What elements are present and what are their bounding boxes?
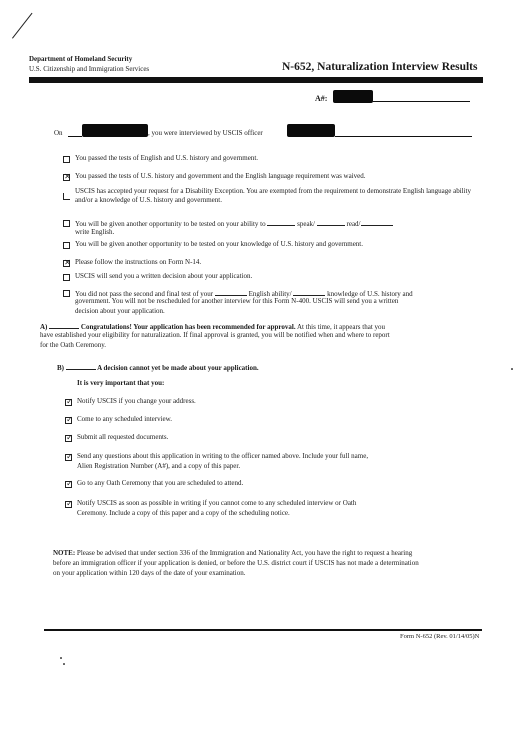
task-text: Send any questions about this application in writing to the officer named above. Include your full name, xyxy=(77,452,369,460)
task-text: Notify USCIS if you change your address. xyxy=(77,397,196,405)
section-a-heading: Congratulations! Your application has been recommended for approval. xyxy=(80,323,296,331)
item-text: USCIS will send you a written decision about your application. xyxy=(75,272,253,280)
section-b-heading: A decision cannot yet be made about your application. xyxy=(97,364,259,372)
scan-stroke xyxy=(12,13,32,39)
check-icon: ✓ xyxy=(66,452,73,461)
form-number: Form N-652 (Rev. 01/14/05)N xyxy=(400,633,480,640)
note-text: Please be advised that under section 336 of the Immigration and Nationality Act, you have the right to request a hearing xyxy=(76,549,413,557)
task-text: Alien Registration Number (A#), and a copy of this paper. xyxy=(77,462,241,470)
item-text: Please follow the instructions on Form N-14. xyxy=(75,258,202,266)
item-text: decision about your application. xyxy=(75,307,165,315)
item-text: You will be given another opportunity to be tested on your knowledge of U.S. history and government. xyxy=(75,240,363,248)
read-blank[interactable] xyxy=(317,218,345,226)
x-mark-icon: ✕ xyxy=(64,172,71,181)
section-b-blank[interactable] xyxy=(66,362,96,370)
scan-speck xyxy=(60,657,62,659)
redacted-date xyxy=(82,124,148,137)
task-checkbox[interactable] xyxy=(65,501,72,508)
speak-blank[interactable] xyxy=(267,218,295,226)
note xyxy=(53,549,493,558)
check-icon: ✓ xyxy=(66,433,73,442)
officer-line xyxy=(335,136,472,137)
write-blank[interactable] xyxy=(361,218,393,226)
note-text: on your application within 120 days of the date of your examination. xyxy=(53,569,246,577)
item-checkbox[interactable] xyxy=(63,174,70,181)
section-a-blank[interactable] xyxy=(49,321,79,329)
section-b-letter: B) xyxy=(57,364,64,372)
redacted-anumber xyxy=(333,90,373,103)
scan-speck xyxy=(511,368,513,370)
section-a-letter: A) xyxy=(40,323,48,331)
redacted-officer xyxy=(287,124,335,137)
task-checkbox[interactable] xyxy=(65,435,72,442)
item-checkbox[interactable] xyxy=(63,193,70,200)
form-title: N-652, Naturalization Interview Results xyxy=(282,61,478,73)
check-icon: ✓ xyxy=(66,499,73,508)
task-text: Come to any scheduled interview. xyxy=(77,415,172,423)
speak-label: speak/ xyxy=(297,220,315,228)
read-label: read/ xyxy=(346,220,361,228)
write-english-text: write English. xyxy=(75,228,115,236)
section-a-text: for the Oath Ceremony. xyxy=(40,341,107,349)
anumber-line xyxy=(373,101,470,102)
english-blank[interactable] xyxy=(215,288,247,296)
section-b xyxy=(57,362,259,373)
check-icon: ✓ xyxy=(66,479,73,488)
footer-rule xyxy=(44,629,482,631)
date-line xyxy=(68,136,82,137)
section-a-text: have established your eligibility for naturalization. If final approval is granted, you will be notified when and where to report xyxy=(40,331,390,339)
item-text: You will be given another opportunity to be tested on your ability to xyxy=(75,220,266,228)
item-checkbox[interactable] xyxy=(63,260,70,267)
item-checkbox[interactable] xyxy=(63,290,70,297)
note-text: before an immigration officer if your application is denied, or before the U.S. district court if USCIS has not made a determination xyxy=(53,559,419,567)
check-icon: ✓ xyxy=(66,415,73,424)
header-rule xyxy=(29,77,483,83)
task-checkbox[interactable] xyxy=(65,417,72,424)
item-checkbox[interactable] xyxy=(63,274,70,281)
intro-on: On xyxy=(54,129,63,137)
item-text: English ability/ xyxy=(248,290,292,298)
item-text: You passed the tests of U.S. history and government and the English language requirement was waived. xyxy=(75,172,366,180)
section-a-text: At this time, it appears that you xyxy=(296,323,386,331)
check-icon: ✓ xyxy=(66,397,73,406)
item-text: You passed the tests of English and U.S. history and government. xyxy=(75,154,259,162)
item-text: knowledge of U.S. history and xyxy=(327,290,413,298)
note-label: NOTE: xyxy=(53,549,76,557)
task-text: Notify USCIS as soon as possible in writing if you cannot come to any scheduled interview or Oath xyxy=(77,499,357,507)
knowledge-blank[interactable] xyxy=(293,288,325,296)
anumber-label: A#: xyxy=(315,94,328,103)
item-checkbox[interactable] xyxy=(63,156,70,163)
item-checkbox[interactable] xyxy=(63,220,70,227)
retest-language-item xyxy=(75,218,495,229)
agency-name: Department of Homeland Security xyxy=(29,55,133,63)
item-text: You did not pass the second and final test of your xyxy=(75,290,214,298)
task-text: Submit all requested documents. xyxy=(77,433,169,441)
task-checkbox[interactable] xyxy=(65,399,72,406)
item-text: USCIS has accepted your request for a Disability Exception. You are exempted from the requirement to demonstrate English language ability and/or a knowledge of U.S. history and government. xyxy=(75,187,471,204)
x-mark-icon: ✕ xyxy=(64,258,71,267)
item-checkbox[interactable] xyxy=(63,242,70,249)
task-text: Go to any Oath Ceremony that you are scheduled to attend. xyxy=(77,479,244,487)
task-text: Ceremony. Include a copy of this paper and a copy of the scheduling notice. xyxy=(77,509,290,517)
intro-text: , you were interviewed by USCIS officer xyxy=(148,129,263,137)
item-text: government. You will not be rescheduled for another interview for this Form N-400. USCIS will send you a written xyxy=(75,297,399,305)
subagency-name: U.S. Citizenship and Immigration Services xyxy=(29,65,150,73)
task-checkbox[interactable] xyxy=(65,454,72,461)
important-label: It is very important that you: xyxy=(77,379,165,387)
task-checkbox[interactable] xyxy=(65,481,72,488)
scan-speck xyxy=(63,663,65,665)
